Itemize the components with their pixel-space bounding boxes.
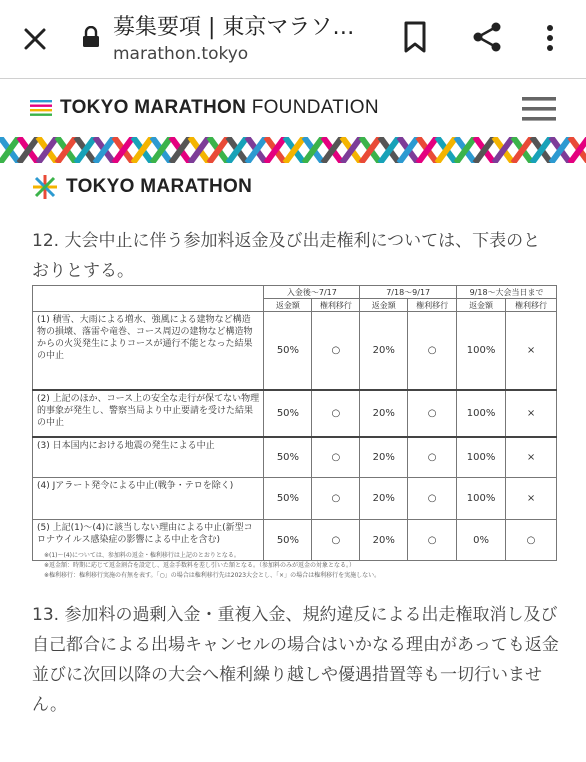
table-cell: × (506, 390, 557, 437)
note-line: ※返金額：時期に応じて返金割合を設定し、返金手数料を差し引いた額となる。（参加料のみが返金の対象となる。） (44, 562, 356, 569)
table-cell: ○ (312, 437, 360, 478)
refund-table (32, 285, 557, 561)
table-corner (33, 286, 264, 312)
note-line: ※(1)〜(4)については、参加料の返金・権利移行は上記のとおりとなる。 (44, 552, 240, 559)
table-cell: ○ (312, 312, 360, 390)
subheader: 返金額 (457, 299, 506, 312)
table-cell: ○ (312, 478, 360, 520)
table-row (33, 312, 557, 390)
period-header: 入金後〜7/17 (264, 286, 360, 299)
note-line: ※権利移行：権利移行実施の有無を表す。「○」の場合は権利移行先は2023大会とし、「×」の場合は権利移行を実施しない。 (44, 572, 381, 579)
table-cell: 50% (264, 390, 312, 437)
subheader: 権利移行 (312, 299, 360, 312)
share-icon[interactable] (470, 20, 504, 54)
table-cell: 20% (360, 437, 408, 478)
foundation-logo-icon[interactable] (30, 100, 52, 116)
row-description: (5) 上記(1)〜(4)に該当しない理由による中止(新型コロナウイルス感染症の影響による中止を含む) (33, 520, 264, 561)
table-cell: 20% (360, 312, 408, 390)
tokyo-marathon-logo-icon (32, 174, 58, 200)
table-row (33, 437, 557, 478)
lock-icon (82, 26, 100, 48)
section-13-text: 13. 参加料の過剰入金・重複入金、規約違反による出走権取消し及び自己都合による出場キャンセルの場合はいかなる理由があっても返金並びに次回以降の大会へ権利繰り越しや優遇措置等も一切行いません。 (32, 605, 559, 715)
row-description: (1) 積雪、大雨による増水、強風による建物など構造物の損壊、落雷や竜巻、コース周辺の建物など構造物からの火災発生によりコースが通行不能となった結果の中止 (33, 312, 264, 390)
table-cell: 100% (457, 312, 506, 390)
subheader: 権利移行 (408, 299, 457, 312)
table-cell: ○ (408, 478, 457, 520)
section-12-text: 12. 大会中止に伴う参加料返金及び出走権利については、下表のとおりとする。 (32, 231, 541, 281)
tokyo-marathon-logo-text: TOKYO MARATHON (66, 176, 253, 197)
table-cell: ○ (312, 390, 360, 437)
table-cell: ○ (408, 312, 457, 390)
table-cell: 50% (264, 312, 312, 390)
browser-toolbar (0, 0, 586, 78)
subheader: 権利移行 (506, 299, 557, 312)
table-cell: 20% (360, 390, 408, 437)
table-cell: 20% (360, 478, 408, 520)
url-text[interactable]: marathon.tokyo (113, 44, 249, 64)
more-vert-icon[interactable] (540, 22, 560, 54)
row-description: (3) 日本国内における地震の発生による中止 (33, 437, 264, 478)
table-row (33, 478, 557, 520)
table-cell: 50% (264, 478, 312, 520)
table-cell: ○ (312, 520, 360, 561)
table-cell: 100% (457, 478, 506, 520)
subheader: 返金額 (360, 299, 408, 312)
decorative-stripe (0, 137, 586, 163)
table-cell: 100% (457, 437, 506, 478)
page-title: 募集要項 | 東京マラソ… (113, 15, 355, 40)
row-description: (4) Jアラート発令による中止(戦争・テロを除く) (33, 478, 264, 520)
table-cell: 0% (457, 520, 506, 561)
period-header: 7/18〜9/17 (360, 286, 457, 299)
row-description: (2) 上記のほか、コース上の安全な走行が保てない物理的事象が発生し、警察当局より中止要請を受けた結果の中止 (33, 390, 264, 437)
table-cell: 50% (264, 437, 312, 478)
table-cell: 20% (360, 520, 408, 561)
close-icon[interactable] (20, 24, 50, 54)
table-notes (44, 551, 524, 581)
subheader: 返金額 (264, 299, 312, 312)
table-cell: ○ (408, 390, 457, 437)
period-header: 9/18〜大会当日まで (457, 286, 557, 299)
table-cell: × (506, 312, 557, 390)
bookmark-icon[interactable] (402, 20, 428, 54)
table-row (33, 390, 557, 437)
table-cell: ○ (408, 520, 457, 561)
table-cell: × (506, 437, 557, 478)
foundation-logo-text[interactable]: TOKYO MARATHON FOUNDATION (60, 97, 379, 118)
table-cell: × (506, 478, 557, 520)
table-cell: ○ (506, 520, 557, 561)
toolbar-divider (0, 78, 586, 79)
table-cell: ○ (408, 437, 457, 478)
table-cell: 100% (457, 390, 506, 437)
table-cell: 50% (264, 520, 312, 561)
menu-icon[interactable] (522, 96, 556, 122)
